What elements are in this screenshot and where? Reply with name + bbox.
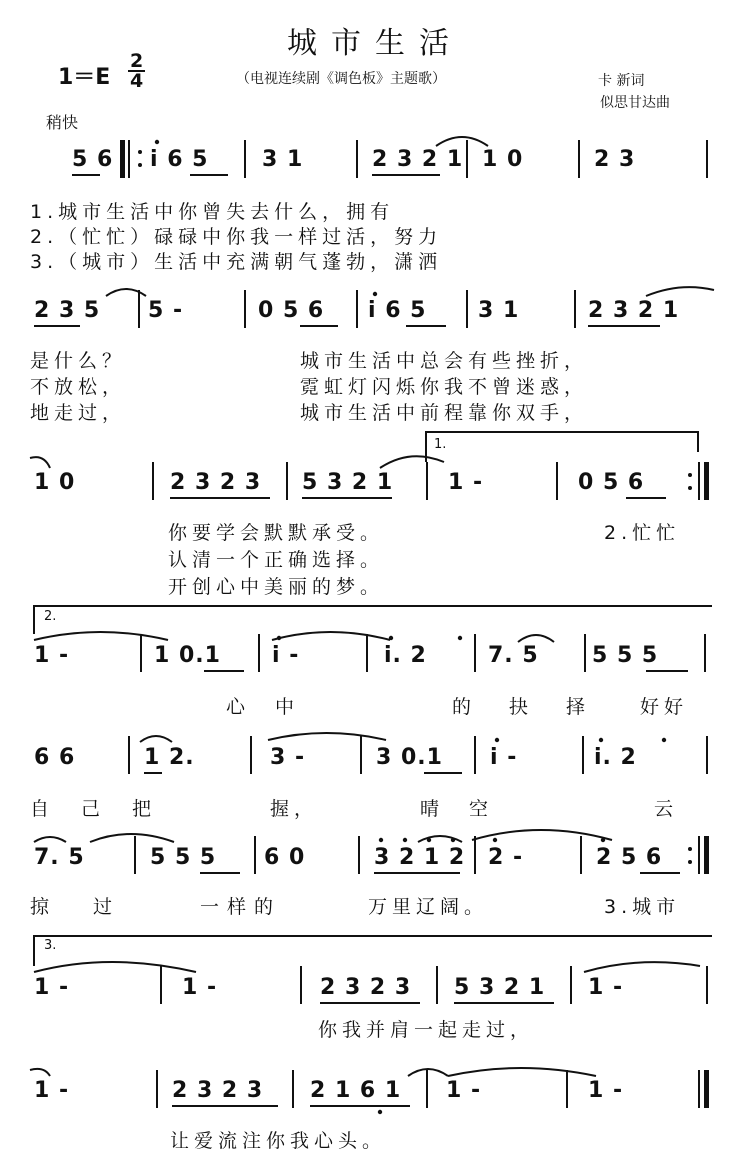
note-group: 5 5 5 (150, 845, 217, 870)
lyric-verse-1: 你要学会默默承受。 (168, 522, 385, 544)
note-group: 1 0 (482, 147, 524, 172)
note-group: 2 5 6 (596, 845, 663, 870)
composer: 似思甘达曲 (600, 95, 670, 111)
note-group: 1 0 (34, 470, 76, 495)
lyric: 让爱流注你我心头。 (170, 1130, 387, 1152)
lyric-verse-3: 开创心中美丽的梦。 (168, 576, 385, 598)
note-group: 3 0.1 (376, 745, 443, 770)
note-group: 3 - (270, 745, 306, 770)
time-signature-bottom: 4 (130, 70, 144, 92)
volta-label: 3. (44, 938, 57, 953)
note-group: 1 - (182, 975, 218, 1000)
note-group: 7. 5 (488, 643, 539, 668)
note-group: i - (490, 745, 518, 770)
note-group: 3 2 1 2 (374, 845, 466, 870)
lyric: 一样的 (200, 896, 282, 918)
note-group: 2 1 6 1 (310, 1078, 402, 1103)
subtitle: （电视连续剧《调色板》主题歌） (236, 71, 446, 87)
note-group: 0 5 6 (578, 470, 645, 495)
lyric: 万里辽阔。 (368, 896, 489, 918)
lyric: 好好 (640, 696, 689, 718)
note-group: 2 3 2 3 (170, 470, 262, 495)
lyric: 心中 (226, 696, 325, 718)
note-group: 1 - (448, 470, 484, 495)
note-group: i 6 5 (368, 298, 427, 323)
note-group: 2 3 5 (34, 298, 101, 323)
lyric-verse-1: 城市生活中总会有些挫折， (300, 350, 589, 372)
lyric: 掠过 (30, 896, 157, 918)
note-group: i - (272, 643, 300, 668)
note-group: 2 3 2 3 (320, 975, 412, 1000)
volta-label: 1. (434, 437, 447, 452)
note-group: 6 0 (264, 845, 306, 870)
note-group: 1 0.1 (154, 643, 221, 668)
note-group: 5 5 5 (592, 643, 659, 668)
note-group: 6 6 (34, 745, 76, 770)
note-group: 2 3 (594, 147, 636, 172)
key-signature: 1＝E (58, 65, 111, 90)
lyricist: 卡 新词 (598, 73, 645, 89)
volta-label: 2. (44, 609, 57, 624)
note-group: 2 3 2 1 (588, 298, 680, 323)
lyric-verse-3: 城市生活中前程靠你双手， (300, 402, 589, 424)
note-group: 2 3 2 3 (172, 1078, 264, 1103)
note-group: 2 3 2 1 (372, 147, 464, 172)
note-group: 7. 5 (34, 845, 85, 870)
lyric: 晴空 (420, 798, 519, 820)
song-title: 城市生活 (287, 26, 463, 61)
lyric: 握， (270, 798, 319, 820)
lyric: 的抉择 (452, 696, 624, 718)
lyric-verse-2: 不放松， (30, 376, 127, 398)
note-group: 1 - (446, 1078, 482, 1103)
note-group: 5 6 (72, 147, 114, 172)
note-group: i. 2 (384, 643, 427, 668)
note-group: 5 3 2 1 (302, 470, 394, 495)
note-group: i. 2 (594, 745, 637, 770)
lyric-verse-3: 3.（城市）生活中充满朝气蓬勃，潇洒 (30, 251, 443, 273)
note-group: 2 - (488, 845, 524, 870)
note-group: 1 - (588, 975, 624, 1000)
lyric-verse-3: 地走过， (30, 402, 127, 424)
lyric: 自己把 (30, 798, 184, 820)
lyric-verse-2-pickup: 2.忙忙 (604, 522, 681, 544)
note-group: 1 2. (144, 745, 195, 770)
lyric-verse-1: 是什么？ (30, 350, 127, 372)
lyric: 云 (654, 798, 679, 820)
lyric-verse-3: 你我并肩一起走过， (318, 1019, 535, 1041)
note-group: i 6 5 (150, 147, 209, 172)
lyric-verse-2: 霓虹灯闪烁你我不曾迷惑， (300, 376, 589, 398)
lyric-verse-2: 2.（忙忙）碌碌中你我一样过活，努力 (30, 226, 443, 248)
note-group: 1 - (588, 1078, 624, 1103)
note-group: 5 - (148, 298, 184, 323)
note-group: 1 - (34, 975, 70, 1000)
lyric-verse-3-pickup: 3.城市 (604, 896, 681, 918)
lyric-verse-2: 认清一个正确选择。 (168, 549, 385, 571)
time-signature-top: 2 (130, 50, 144, 72)
note-group: 3 1 (478, 298, 520, 323)
lyric-verse-1: 1.城市生活中你曾失去什么，拥有 (30, 201, 395, 223)
note-group: 1 - (34, 643, 70, 668)
note-group: 0 5 6 (258, 298, 325, 323)
note-group: 3 1 (262, 147, 304, 172)
note-group: 5 3 2 1 (454, 975, 546, 1000)
note-group: 1 - (34, 1078, 70, 1103)
tempo-marking: 稍快 (46, 113, 79, 132)
